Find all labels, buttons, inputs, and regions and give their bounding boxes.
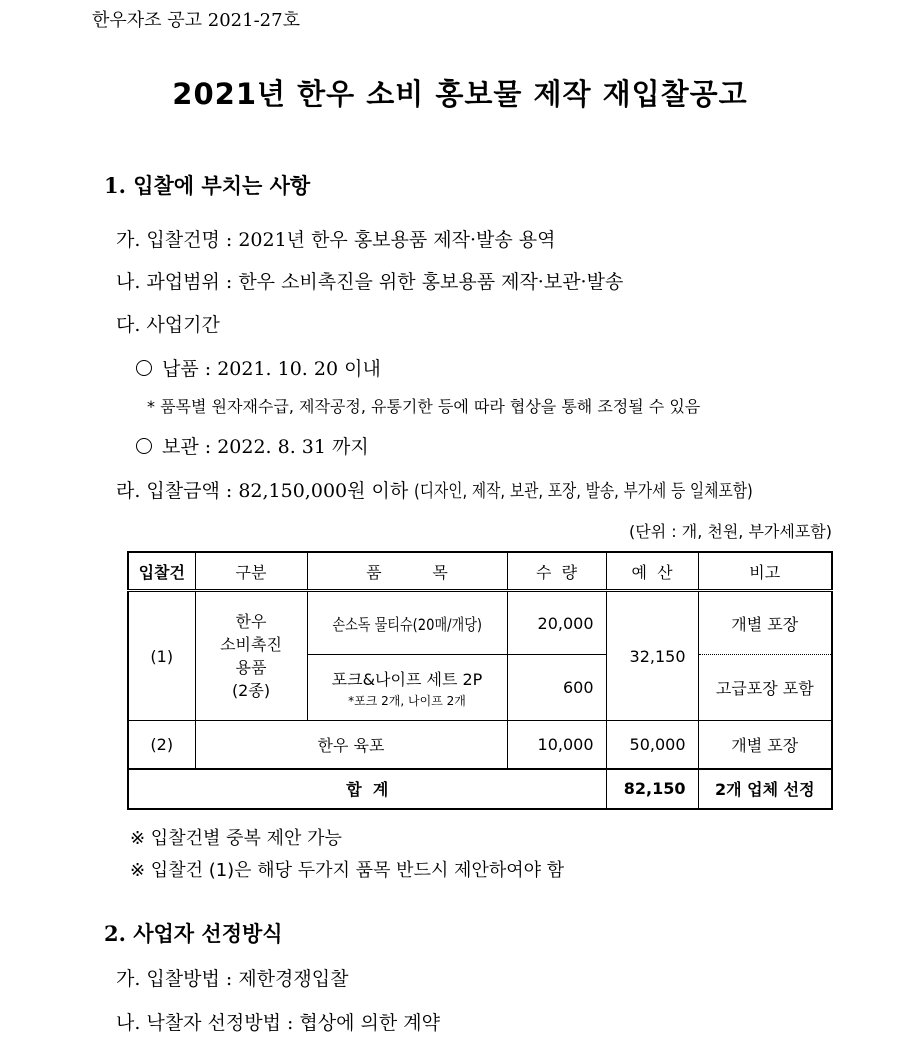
total-label: 합 계 <box>128 769 606 809</box>
bid-1-category <box>195 591 307 721</box>
category-line: (2종) <box>231 681 271 700</box>
table-row <box>128 591 832 655</box>
total-note: 2개 업체 선정 <box>698 769 832 809</box>
delivery-line <box>136 354 381 381</box>
note-wet-wipes: 개별 포장 <box>698 591 832 655</box>
bid-1-budget: 32,150 <box>606 591 698 721</box>
bid-name-line: 가. 입찰건명 : 2021년 한우 홍보용품 제작·발송 용역 <box>116 229 556 251</box>
unit-note: (단위 : 개, 천원, 부가세포함) <box>629 522 832 541</box>
bid-2-number: (2) <box>128 721 195 769</box>
note-bid-1-requirement: ※ 입찰건 (1)은 해당 두가지 품목 반드시 제안하여야 함 <box>130 860 565 881</box>
selection-method-line: 나. 낙찰자 선정방법 : 협상에 의한 계약 <box>116 1012 440 1034</box>
bid-amount-inclusions: (디자인, 제작, 보관, 포장, 발송, 부가세 등 일체포함) <box>414 481 753 502</box>
category-line: 소비촉진 <box>220 635 282 654</box>
table-row <box>128 721 832 769</box>
table-header-row <box>128 552 832 591</box>
bid-1-number: (1) <box>128 591 195 721</box>
note-fork-knife: 고급포장 포함 <box>698 655 832 721</box>
bidding-method-line: 가. 입찰방법 : 제한경쟁입찰 <box>116 968 349 990</box>
bid-2-item: 한우 육포 <box>195 721 507 769</box>
bid-2-budget: 50,000 <box>606 721 698 769</box>
item-fork-knife-sub: *포크 2개, 나이프 2개 <box>348 693 466 708</box>
qty-fork-knife: 600 <box>507 655 606 721</box>
delivery-note: * 품목별 원자재수급, 제작공정, 유통기한 등에 따라 협상을 통해 조정될 수 있음 <box>147 397 701 416</box>
circle-bullet-icon <box>136 360 152 376</box>
header-remarks: 비고 <box>698 552 832 591</box>
period-line: 다. 사업기간 <box>116 314 220 336</box>
section-1-heading: 1. 입찰에 부치는 사항 <box>104 173 311 198</box>
category-line: 용품 <box>235 658 267 677</box>
note-duplicate-proposal: ※ 입찰건별 중복 제안 가능 <box>130 828 342 849</box>
header-item: 품 목 <box>307 552 507 591</box>
item-fork-knife-text: 포크&나이프 세트 2P <box>331 669 483 689</box>
header-budget: 예 산 <box>606 552 698 591</box>
table-total-row <box>128 769 832 809</box>
qty-wet-wipes: 20,000 <box>507 591 606 655</box>
header-bid-no: 입찰건 <box>128 552 195 591</box>
total-budget: 82,150 <box>606 769 698 809</box>
circle-bullet-icon <box>136 438 152 454</box>
header-category: 구분 <box>195 552 307 591</box>
scope-line: 나. 과업범위 : 한우 소비촉진을 위한 홍보용품 제작·보관·발송 <box>116 271 624 293</box>
item-fork-knife <box>307 655 507 721</box>
header-quantity: 수 량 <box>507 552 606 591</box>
bid-amount-text: 라. 입찰금액 : 82,150,000원 이하 <box>116 480 409 502</box>
storage-text: 보관 : 2022. 8. 31 까지 <box>162 436 369 458</box>
delivery-text: 납품 : 2021. 10. 20 이내 <box>162 358 381 380</box>
budget-table <box>127 551 833 810</box>
category-line: 한우 <box>235 612 267 631</box>
section-2-heading: 2. 사업자 선정방식 <box>104 921 283 946</box>
notice-number: 한우자조 공고 2021-27호 <box>92 10 300 31</box>
item-wet-wipes-text: 손소독 물티슈(20매/개당) <box>332 614 482 634</box>
bid-amount-line <box>116 476 827 503</box>
storage-line <box>136 432 369 459</box>
bid-2-qty: 10,000 <box>507 721 606 769</box>
item-wet-wipes <box>307 591 507 655</box>
page-title: 2021년 한우 소비 홍보물 제작 재입찰공고 <box>172 77 748 111</box>
bid-2-note: 개별 포장 <box>698 721 832 769</box>
